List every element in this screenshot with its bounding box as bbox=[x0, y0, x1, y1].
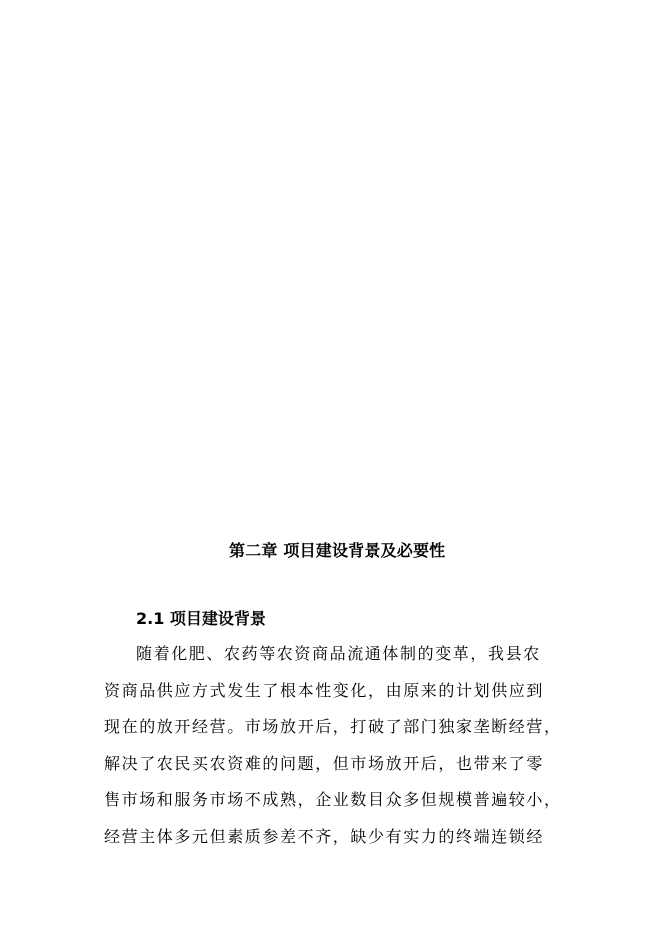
paragraph-line: 现在的放开经营。市场放开后，打破了部门独家垄断经营， bbox=[104, 717, 562, 736]
chapter-title: 第二章 项目建设背景及必要性 bbox=[229, 541, 446, 560]
paragraph-line: 经营主体多元但素质参差不齐，缺少有实力的终端连锁经 bbox=[104, 826, 545, 846]
paragraph-line: 随着化肥、农药等农资商品流通体制的变革，我县农 bbox=[136, 644, 541, 663]
paragraph-line: 解决了农民买农资难的问题，但市场放开后，也带来了零 bbox=[104, 753, 545, 773]
paragraph-line: 售市场和服务市场不成熟，企业数目众多但规模普遍较小， bbox=[104, 790, 562, 809]
section-heading: 2.1 项目建设背景 bbox=[136, 609, 266, 628]
paragraph-line: 资商品供应方式发生了根本性变化，由原来的计划供应到 bbox=[104, 680, 545, 700]
body-paragraph bbox=[104, 636, 562, 855]
